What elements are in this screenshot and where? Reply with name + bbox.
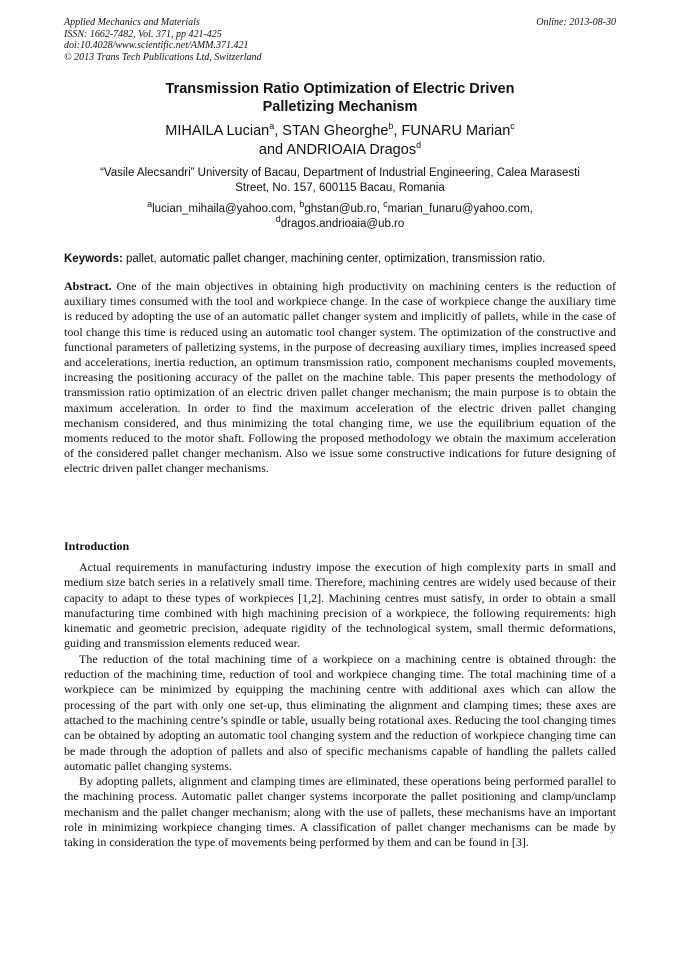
email-4-sup: d [275, 214, 281, 225]
affiliation [64, 166, 616, 196]
email-4[interactable]: dragos.andrioaia@ub.ro [280, 218, 405, 230]
email-2-sup: b [299, 199, 305, 210]
authors-line-1 [64, 122, 616, 141]
author-2: STAN Gheorghe [282, 123, 389, 139]
emails-line-1 [64, 199, 616, 217]
author-separator: , [393, 123, 402, 139]
author-3-sup: c [510, 121, 515, 132]
author-2-sup: b [388, 121, 394, 132]
emails-line-2 [64, 214, 616, 232]
journal-header [64, 17, 616, 63]
affiliation-line-2: Street, No. 157, 600115 Bacau, Romania [235, 182, 445, 194]
abstract [64, 279, 616, 477]
email-1[interactable]: lucian_mihaila@yahoo.com, [152, 203, 300, 215]
title-line-2: Palletizing Mechanism [262, 99, 418, 115]
paragraph: The reduction of the total machining time of a workpiece on a machining centre is obtained through: the reduction of the machining time, reduction of tool and workpiece changing time. The total machining time of a workpiece can be minimized by equipping the machining centre with additional axes which can allow the processing of the part with only one set-up, thus eliminating the alignment and clamping times; these axes are attached to the machining centre’s spindle or table, usually being rotational axes. Reducing the tool changing times can be obtained by adopting an automatic tool changing system and the reduction of workpiece changing time can be made through the adoption of pallets and also of specific mechanisms capable of handling the pallets called automatic pallet changing systems. [64, 651, 616, 773]
email-2[interactable]: ghstan@ub.ro, [304, 203, 384, 215]
title-line-1: Transmission Ratio Optimization of Electric Driven [165, 81, 515, 97]
introduction-heading: Introduction [64, 539, 130, 553]
online-date: Online: 2013-08-30 [536, 17, 616, 28]
email-3-sup: c [383, 199, 388, 210]
email-3[interactable]: marian_funaru@yahoo.com, [387, 203, 533, 215]
paragraph: By adopting pallets, alignment and clamping times are eliminated, these operations being performed parallel to the machining process. Automatic pallet changer systems incorporate the pallet positioning and clamp/unclamp mechanism and the pallet changer mechanism; along with the use of pallets, these mechanisms have an important role in minimizing workpiece changing times. A classification of pallet changer mechanisms can be made by taking in consideration the type of movements being performed by them and can be found in [3]. [64, 774, 616, 850]
doi-line[interactable]: doi:10.4028/www.scientific.net/AMM.371.421 [64, 40, 249, 52]
author-separator: , [274, 123, 283, 139]
issn-line: ISSN: 1662-7482, Vol. 371, pp 421-425 [64, 28, 222, 40]
author-emails [64, 199, 616, 232]
introduction-body [64, 560, 616, 851]
author-4: ANDRIOAIA Dragos [286, 142, 417, 158]
author-list [64, 122, 616, 160]
paper-title [64, 80, 616, 116]
abstract-label: Abstract. [64, 279, 112, 293]
author-1-sup: a [269, 121, 275, 132]
affiliation-line-1: “Vasile Alecsandri” University of Bacau, Department of Industrial Engineering, Calea Marasesti [100, 167, 580, 179]
author-3: FUNARU Marian [401, 123, 511, 139]
journal-name: Applied Mechanics and Materials [64, 17, 200, 28]
author-and: and [258, 142, 287, 158]
authors-line-2 [64, 141, 616, 160]
author-1: MIHAILA Lucian [165, 123, 270, 139]
keywords [64, 252, 616, 267]
abstract-text: One of the main objectives in obtaining high productivity on machining centers is the reduction of auxiliary times consumed with the tool and workpiece change. In the case of workpiece change the auxiliary time is reduced by adopting the use of an automatic pallet changer system and implicitly of pallets, while in the case of tool change this time is reduced using an automatic tool changer system. The optimization of the constructive and functional parameters of palletizing systems, in the purpose of decreasing auxiliary times, implies increased speed and accelerations, inertia reduction, an optimum transmission ratio, component mechanisms coupled movements, increasing the positioning accuracy of the pallet on the machine table. This paper presents the methodology of transmission ratio optimization of an electric driven pallet changer mechanism; the main purpose is to obtain the maximum acceleration. In order to find the maximum acceleration of the electric driven pallet changing mechanism considered, and thus minimizing the total changing time, we use the equilibrium equation of the moments reduced to the motor shaft. Following the proposed methodology we obtain the maximum acceleration of the considered pallet changer mechanism. Also we issue some constructive indications for future designing of electric driven pallet changer mechanisms. [64, 279, 616, 476]
email-1-sup: a [147, 199, 153, 210]
keywords-text: pallet, automatic pallet changer, machining center, optimization, transmission ratio. [122, 253, 546, 265]
keywords-label: Keywords: [64, 253, 123, 265]
copyright-line: © 2013 Trans Tech Publications Ltd, Switzerland [64, 51, 262, 63]
paragraph: Actual requirements in manufacturing industry impose the execution of high complexity parts in small and medium size batch series in a relatively small time. Therefore, machining centres are widely used because of their capacity to adapt to these types of workpieces [1,2]. Machining centres must satisfy, in order to obtain a small manufacturing time combined with high machining precision of a workpiece, the following requirements: high kinematic and geometric precision, adequate rigidity of the technological system, small thermic deformations, guiding and transmission elements reduced wear. [64, 560, 616, 651]
author-4-sup: d [416, 140, 422, 151]
